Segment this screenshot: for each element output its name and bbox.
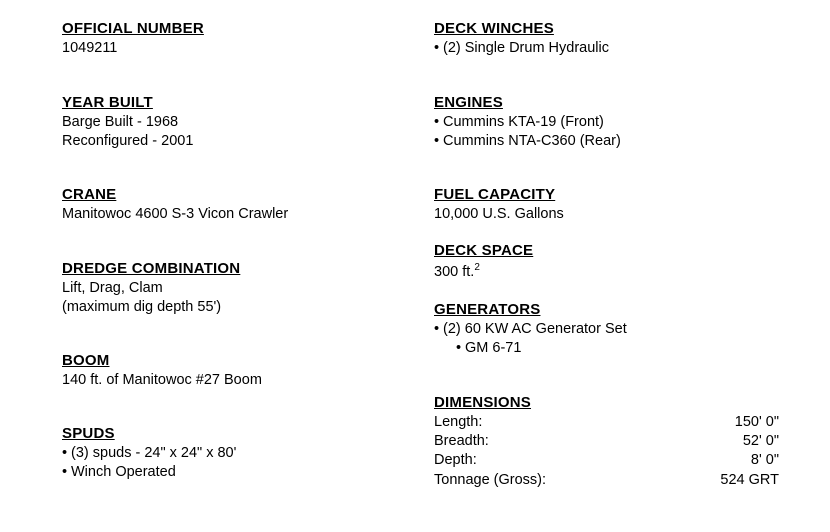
section-title: DREDGE COMBINATION [62,260,241,277]
dimension-value: 8' 0" [750,452,779,469]
section-title: DECK WINCHES [434,20,554,37]
section-line: 1049211 [62,39,118,56]
bullet-text: Cummins KTA-19 (Front) [443,113,604,130]
bullet-text: Cummins NTA-C360 (Rear) [443,132,621,149]
section-line: (maximum dig depth 55') [62,298,222,315]
section-line: Reconfigured - 2001 [62,132,194,149]
dimension-value: 52' 0" [742,433,779,450]
dimension-label: Breadth: [434,433,489,450]
dimension-label: Tonnage (Gross): [434,471,547,488]
bullet-item [434,39,609,58]
section-title: GENERATORS [434,301,541,318]
bullet-item [62,463,236,482]
deck-space-value: 300 ft. [434,263,475,280]
section-official-number [62,20,204,58]
section-title: OFFICIAL NUMBER [62,20,204,37]
bullet-marker: • [62,444,68,461]
section-engines [434,94,621,151]
dimension-value: 524 GRT [720,471,779,488]
bullet-marker: • [62,463,68,480]
bullet-text: (2) Single Drum Hydraulic [443,39,609,56]
table-row [434,451,779,470]
bullet-item [434,132,621,151]
bullet-marker: • [434,132,440,149]
section-fuel-capacity [434,186,564,224]
section-line [434,261,533,282]
section-boom [62,352,262,390]
bullet-item [434,320,627,339]
section-deck-winches [434,20,609,58]
dimension-label: Length: [434,413,483,430]
table-row [434,432,779,451]
section-title: CRANE [62,186,117,203]
section-line: Lift, Drag, Clam [62,279,163,296]
section-spuds [62,425,236,482]
bullet-marker: • [456,339,462,356]
section-year-built [62,94,193,151]
dimension-label: Depth: [434,452,477,469]
bullet-item [434,113,621,132]
bullet-text: Winch Operated [71,463,176,480]
section-generators [434,301,627,358]
bullet-marker: • [434,320,440,337]
section-dredge-combination [62,260,240,317]
section-title: FUEL CAPACITY [434,186,556,203]
section-dimensions [434,394,779,490]
section-title: DIMENSIONS [434,394,532,411]
section-crane [62,186,288,224]
bullet-text: (2) 60 KW AC Generator Set [443,320,627,337]
deck-space-superscript: 2 [474,261,480,273]
section-title: SPUDS [62,425,115,442]
section-title: ENGINES [434,94,503,111]
section-title: DECK SPACE [434,242,534,259]
section-title: BOOM [62,352,110,369]
section-deck-space [434,242,533,282]
sub-bullet-item [434,339,627,358]
bullet-marker: • [434,113,440,130]
sub-bullet-text: GM 6-71 [465,339,522,356]
bullet-marker: • [434,39,440,56]
dimensions-table [434,413,779,490]
table-row [434,413,779,432]
section-line: 140 ft. of Manitowoc #27 Boom [62,371,262,388]
section-line: Barge Built - 1968 [62,113,179,130]
bullet-text: (3) spuds - 24" x 24" x 80' [71,444,237,461]
bullet-item [62,444,236,463]
section-line: 10,000 U.S. Gallons [434,205,564,222]
table-row [434,471,779,490]
section-title: YEAR BUILT [62,94,153,111]
dimension-value: 150' 0" [734,413,779,430]
section-line: Manitowoc 4600 S-3 Vicon Crawler [62,205,289,222]
